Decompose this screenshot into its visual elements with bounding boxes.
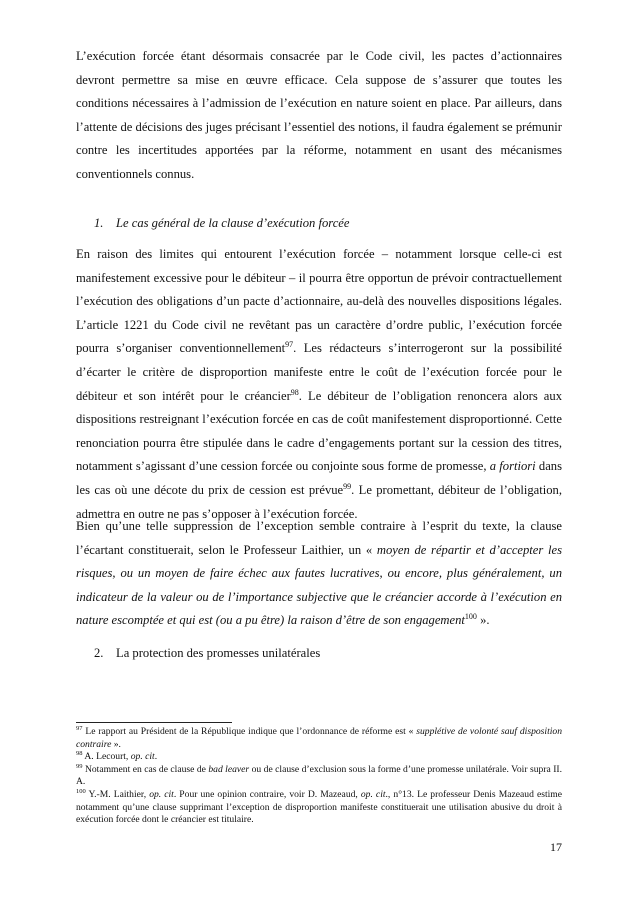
text-run: ». [476,613,490,628]
section-heading-number: 1. [94,216,104,230]
footnote-number: 100 [76,787,86,795]
paragraph-general-case [76,243,562,526]
text-run: Le rapport au Président de la République indique que l’ordonnance de réforme est « [82,726,417,737]
footnote-97 [76,726,562,751]
text-run: . Pour une opinion contraire, voir D. Mazeaud, [173,788,361,800]
paragraph-laithier-quote [76,515,562,633]
footnote-ref[interactable]: 97 [285,340,294,350]
text-run: ». [111,738,121,750]
text-run: . Le débiteur de l’obligation renoncera alors aux dispositions restreignant l’exécution forcée en cas de coût manifestement disproportionné. Cette renonciation pourra être stipulée dans le cadre d’engagements portant sur la cession des titres, notamment s’agissant d’une cession forcée ou conjointe sous forme de promesse, [76,388,562,474]
text-run: Y.-M. Laithier, [85,788,150,800]
text-run: Notamment en cas de clause de [82,763,209,775]
text-run: . Le promettant, débiteur de l’obligation, admettra en outre ne pas s’opposer à l’exécution forcée. [76,482,562,521]
footnote-number: 99 [76,762,83,770]
text-run: ., n°13. Le professeur Denis Mazeaud estime notamment qu’une clause supprimant l’exception de disproportion manifeste constituerait une utilisation abusive du droit à exécution forcée dont le créancier est titulaire. [76,788,563,826]
text-run: A. Lecourt, [82,751,131,763]
footnotes [76,726,562,827]
italic-phrase: bad leaver [208,763,250,775]
footnote-number: 98 [76,750,83,757]
page-number: 17 [550,840,562,854]
footnote-ref[interactable]: 98 [290,387,299,397]
footnote-ref[interactable]: 99 [343,481,352,491]
text-run: . Les rédacteurs s’interrogeront sur la possibilité d’écarter le critère de disproportion manifeste entre le coût de l’exécution forcée pour le débiteur et son intérêt pour le créancier [76,341,562,403]
footnote-ref[interactable]: 100 [464,612,477,622]
section-heading-2 [94,643,320,663]
paragraph-intro: L’exécution forcée étant désormais consacrée par le Code civil, les pactes d’actionnaires devront permettre sa mise en œuvre efficace. Cela suppose de s’assurer que toutes les conditions nécessaires à l’admission de l’exécution en nature soient en place. Par ailleurs, dans l’attente de décisions des juges précisant l’essentiel des notions, il faudra également se prémunir contre les incertitudes apportées par la réforme, notamment en usant des mécanismes conventionnels connus. [76,49,562,181]
italic-quotation: moyen de répartir et d’accepter les risques, ou un moyen de faire échec aux fautes lucratives, ou encore, plus généralement, un indicateur de la valeur ou de l’importance subjective que le créancier accorde à l’exécution en nature escomptée et qui est (ou a pu être) la raison d’être de son engagement [76,542,562,628]
section-heading-1 [94,213,349,233]
italic-phrase: a fortiori [489,459,536,474]
footnote-99 [76,764,562,789]
text-run: En raison des limites qui entourent l’exécution forcée – notamment lorsque celle-ci est manifestement excessive pour le débiteur – il pourra être opportun de prévoir contractuellement l’exécution des obligations d’un pacte d’actionnaire, au-delà des nouvelles dispositions légales. L’article 1221 du Code civil ne revêtant pas un caractère d’ordre public, l’exécution forcée pourra s’organiser conventionnellement [76,247,562,356]
footnote-number: 97 [76,724,83,732]
italic-phrase: op. cit [130,751,155,763]
section-heading-text: Le cas général de la clause d’exécution forcée [116,216,350,230]
text-run: Bien qu’une telle suppression de l’exception semble contraire à l’esprit du texte, la clause l’écartant constituerait, selon le Professeur Laithier, un « [76,519,562,557]
footnote-98 [76,751,562,764]
section-heading-text: La protection des promesses unilatérales [116,646,321,660]
section-heading-number: 2. [94,646,104,660]
italic-phrase: op. cit [149,788,174,800]
text-run: ou de clause d’exclusion sous la forme d’une promesse unilatérale. Voir supra II. A. [76,763,562,788]
italic-phrase: supplétive de volonté sauf disposition contraire [76,726,562,750]
italic-phrase: op. cit [360,788,386,800]
text-run: . [154,751,158,763]
footnote-separator [76,722,232,723]
footnote-100 [76,789,562,827]
text-run: dans les cas où une décote du prix de cession est prévue [76,459,562,497]
